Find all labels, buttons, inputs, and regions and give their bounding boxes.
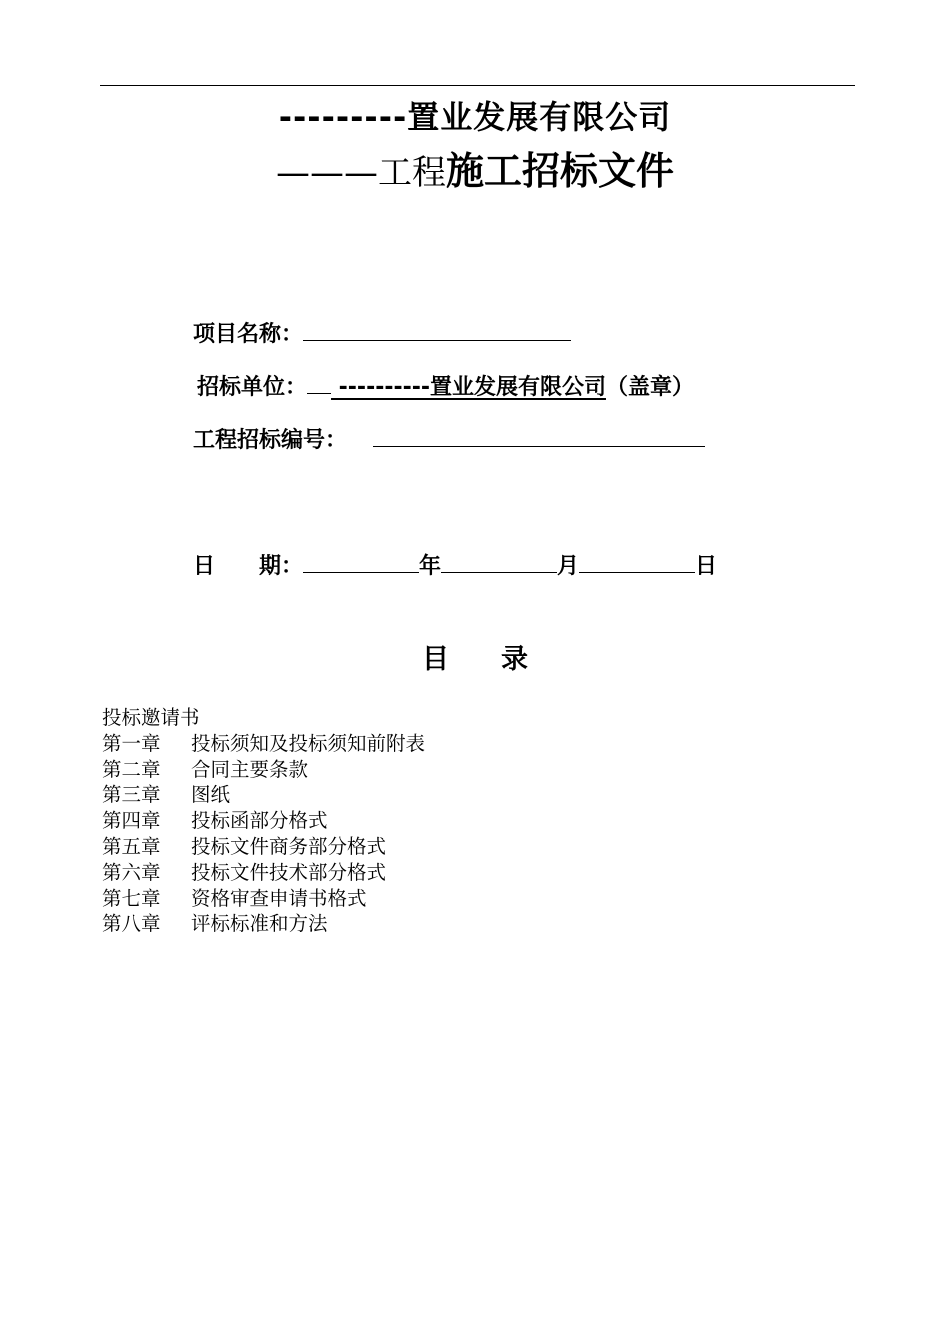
month-label: 月 bbox=[557, 554, 580, 580]
toc-title-char-1: 目 bbox=[422, 644, 449, 675]
project-name-blank bbox=[303, 316, 571, 341]
tender-unit-lead-blank bbox=[307, 369, 331, 394]
tender-code-blank bbox=[373, 422, 705, 447]
toc-chapter: 第一章 bbox=[102, 731, 161, 755]
tender-unit-value: ----------置业发展有限公司 bbox=[331, 375, 606, 401]
toc-chapter-title: 投标文件商务部分格式 bbox=[191, 834, 387, 858]
toc-chapter: 第三章 bbox=[102, 783, 161, 807]
title-main-text: 施工招标文件 bbox=[445, 149, 674, 193]
document-title-company: ---------置业发展有限公司 bbox=[278, 98, 672, 136]
year-blank bbox=[303, 548, 419, 573]
toc-chapter: 第二章 bbox=[102, 757, 161, 781]
toc-chapter: 第八章 bbox=[102, 912, 161, 936]
toc-item bbox=[102, 834, 425, 860]
toc-item bbox=[102, 757, 425, 783]
day-label: 日 bbox=[695, 554, 718, 580]
toc-item bbox=[102, 705, 425, 731]
date-field bbox=[193, 548, 717, 580]
table-of-contents bbox=[102, 705, 425, 937]
tender-unit-label: 招标单位： bbox=[197, 375, 308, 401]
toc-chapter-title: 合同主要条款 bbox=[191, 757, 309, 781]
title-prefix: ———工程 bbox=[275, 153, 446, 193]
toc-chapter-title: 图纸 bbox=[191, 783, 231, 807]
toc-chapter: 第四章 bbox=[102, 809, 161, 833]
toc-chapter: 第七章 bbox=[102, 886, 161, 910]
toc-title-char-2: 录 bbox=[501, 644, 528, 675]
toc-item bbox=[102, 886, 425, 912]
month-blank bbox=[441, 548, 557, 573]
tender-unit-seal-note: （盖章） bbox=[605, 375, 694, 401]
toc-chapter: 第六章 bbox=[102, 860, 161, 884]
toc-item bbox=[102, 782, 425, 808]
toc-item bbox=[102, 808, 425, 834]
tender-code-label: 工程招标编号： bbox=[193, 428, 348, 454]
toc-chapter: 投标邀请书 bbox=[102, 706, 200, 729]
toc-chapter-title: 投标须知及投标须知前附表 bbox=[191, 731, 426, 755]
project-name-label: 项目名称： bbox=[193, 322, 304, 348]
toc-item bbox=[102, 860, 425, 886]
toc-title bbox=[0, 637, 950, 676]
toc-chapter-title: 评标标准和方法 bbox=[191, 912, 328, 936]
tender-unit-field bbox=[197, 369, 694, 401]
date-label: 日 期： bbox=[193, 554, 304, 580]
toc-item bbox=[102, 731, 425, 757]
header-rule bbox=[100, 85, 855, 86]
document-title-main bbox=[0, 140, 950, 195]
day-blank bbox=[579, 548, 695, 573]
tender-code-field bbox=[193, 422, 705, 454]
project-name-field bbox=[193, 316, 571, 348]
toc-chapter-title: 资格审查申请书格式 bbox=[191, 886, 367, 910]
toc-item bbox=[102, 911, 425, 937]
year-label: 年 bbox=[419, 554, 442, 580]
toc-chapter-title: 投标文件技术部分格式 bbox=[191, 860, 387, 884]
toc-chapter: 第五章 bbox=[102, 834, 161, 858]
toc-chapter-title: 投标函部分格式 bbox=[191, 809, 328, 833]
